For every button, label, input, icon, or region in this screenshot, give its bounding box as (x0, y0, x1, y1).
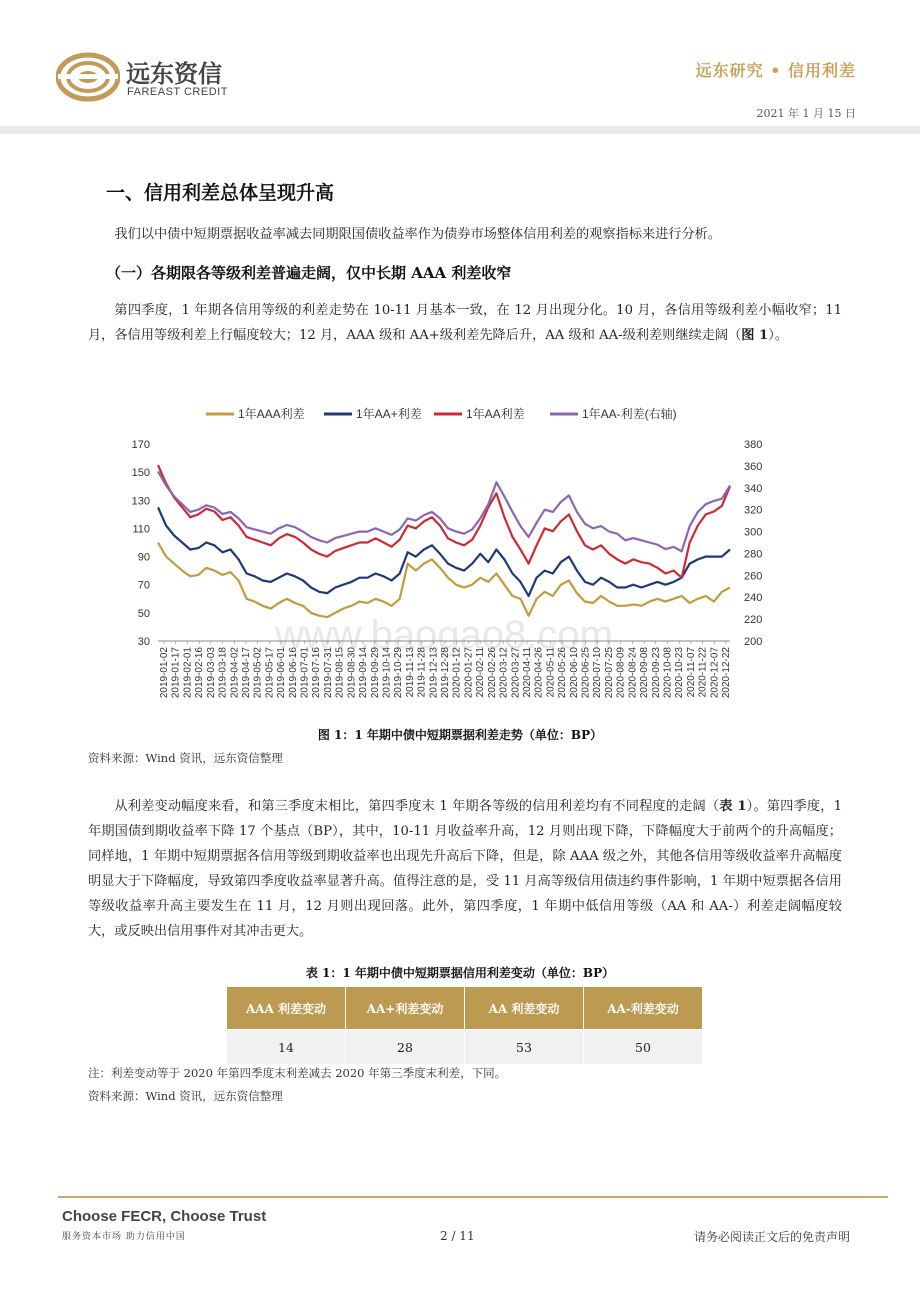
y-left-tick-label: 170 (131, 439, 150, 451)
x-tick-label: 2019-12-28 (440, 647, 451, 699)
y-left-tick-label: 110 (132, 523, 150, 536)
table-note: 注：利差变动等于 2020 年第四季度末利差减去 2020 年第三季度末利差，下同。 (88, 1066, 507, 1080)
table-source: 资料来源：Wind 资讯，远东资信整理 (88, 1089, 283, 1103)
x-tick-label: 2019-11-13 (404, 647, 416, 698)
series-line-1 (158, 507, 730, 596)
y-left-tick-label: 30 (137, 636, 150, 648)
table-header-cell: AA+利差变动 (346, 987, 465, 1030)
page-number: 2 / 11 (440, 1229, 475, 1243)
table-row (227, 1030, 703, 1065)
x-tick-label: 2020-05-11 (545, 647, 557, 698)
x-tick-label: 2020-09-08 (639, 647, 651, 699)
series-line-2 (158, 465, 730, 578)
x-tick-label: 2020-12-22 (721, 647, 732, 699)
paragraph-q4-trend (88, 298, 842, 348)
subsection-title: （一）各期限各等级利差普遍走阔，仅中长期 AAA 利差收窄 (106, 264, 512, 282)
y-left-tick-label: 90 (137, 551, 150, 564)
x-tick-label: 2020-10-23 (674, 647, 686, 699)
y-right-tick-label: 380 (744, 439, 763, 451)
brand-name-cn: 远东资信 (126, 60, 222, 88)
x-tick-label: 2020-06-10 (568, 647, 580, 699)
x-tick-label: 2019-07-01 (299, 647, 311, 699)
x-tick-label: 2020-04-11 (521, 647, 533, 698)
x-tick-label: 2020-01-27 (463, 647, 475, 699)
x-tick-label: 2019-10-29 (393, 647, 405, 699)
x-tick-label: 2019-11-28 (416, 647, 428, 698)
x-tick-label: 2019-01-17 (170, 647, 182, 699)
y-left-tick-label: 130 (131, 495, 150, 508)
y-right-tick-label: 340 (744, 482, 763, 495)
table-cell: 28 (346, 1030, 465, 1065)
y-right-tick-label: 300 (744, 526, 763, 539)
table-header-cell: AAA 利差变动 (227, 987, 346, 1030)
paragraph-spread-change (88, 794, 842, 944)
y-right-tick-label: 240 (744, 592, 763, 605)
paragraph-text: 第四季度，1 年期各信用等级的利差走势在 10-11 月基本一致，在 12 月出现分化。10 月，各信用等级利差小幅收窄；11 月，各信用等级利差上行幅度较大；12 月，AAA 级和 AA+级利差先降后升，AA 级和 AA-级利差则继续走阔（ (88, 303, 842, 343)
y-right-tick-label: 360 (744, 460, 763, 473)
x-tick-label: 2019-03-03 (205, 647, 217, 699)
y-left-tick-label: 150 (131, 467, 150, 480)
x-tick-label: 2020-05-26 (557, 647, 569, 699)
paragraph-text: 从利差变动幅度来看，和第三季度末相比，第四季度末 1 年期各等级的信用利差均有不同程度的走阔（ (114, 799, 720, 814)
watermark-text: www.baogao8.com (275, 613, 613, 657)
figure-source: 资料来源：Wind 资讯，远东资信整理 (88, 751, 283, 765)
x-tick-label: 2019-03-18 (217, 647, 229, 699)
x-tick-label: 2020-04-26 (533, 647, 545, 699)
y-right-tick-label: 200 (744, 636, 763, 648)
series-line-0 (158, 543, 730, 618)
footer-sub-slogan: 服务资本市场 助力信用中国 (62, 1232, 186, 1242)
y-left-tick-label: 50 (137, 607, 150, 620)
paragraph-end: ）。 (768, 328, 789, 343)
table-cell: 53 (465, 1030, 584, 1065)
x-tick-label: 2020-03-12 (498, 647, 510, 699)
x-tick-label: 2019-06-01 (276, 647, 288, 699)
section-title: 一、信用利差总体呈现升高 (106, 182, 335, 204)
series-line-3 (158, 471, 730, 551)
x-tick-label: 2020-08-09 (615, 647, 627, 699)
footer-slogan: Choose FECR, Choose Trust (62, 1208, 267, 1225)
figure-reference: 图 1 (741, 328, 769, 343)
y-right-tick-label: 260 (744, 570, 763, 583)
x-tick-label: 2019-09-29 (369, 647, 381, 699)
x-tick-label: 2019-04-17 (240, 647, 252, 699)
footer-divider (58, 1196, 888, 1198)
brand-name-en: FAREAST CREDIT (127, 86, 228, 98)
y-right-tick-label: 320 (744, 504, 763, 517)
x-tick-label: 2020-11-07 (685, 647, 697, 698)
table-cell: 50 (584, 1030, 703, 1065)
x-tick-label: 2019-07-31 (322, 647, 334, 699)
x-tick-label: 2019-10-14 (381, 647, 393, 699)
intro-paragraph: 我们以中债中短期票据收益率减去同期限国债收益率作为债券市场整体信用利差的观察指标来进行分析。 (114, 227, 722, 242)
x-tick-label: 2019-05-17 (264, 647, 276, 699)
y-left-tick-label: 70 (137, 579, 150, 592)
y-right-tick-label: 220 (744, 614, 763, 627)
x-tick-label: 2020-08-24 (627, 647, 639, 699)
x-tick-label: 2020-02-26 (486, 647, 498, 699)
x-tick-label: 2019-05-02 (252, 647, 264, 699)
table-header-row (227, 987, 703, 1030)
x-tick-label: 2020-02-11 (475, 647, 487, 698)
x-tick-label: 2020-10-08 (662, 647, 674, 699)
table-header-cell: AA 利差变动 (465, 987, 584, 1030)
legend-label: 1年AA+利差 (356, 407, 422, 421)
x-tick-label: 2020-12-07 (709, 647, 721, 699)
brand-logo (56, 52, 120, 102)
disclaimer-note: 请务必阅读正文后的免责声明 (693, 1230, 850, 1244)
x-tick-label: 2019-08-30 (346, 647, 358, 699)
table-reference: 表 1 (719, 799, 747, 814)
x-tick-label: 2019-09-14 (358, 647, 370, 699)
x-tick-label: 2020-09-23 (650, 647, 662, 699)
x-tick-label: 2019-01-02 (159, 647, 170, 699)
spread-line-chart (110, 398, 790, 718)
x-tick-label: 2019-04-02 (229, 647, 241, 699)
legend-label: 1年AA-利差(右轴) (582, 407, 677, 421)
x-tick-label: 2019-02-01 (182, 647, 194, 699)
x-tick-label: 2020-07-25 (603, 647, 615, 699)
fareast-logo-icon (56, 52, 120, 102)
table-caption: 表 1：1 年期中债中短期票据信用利差变动（单位：BP） (305, 966, 615, 980)
x-tick-label: 2020-01-12 (451, 647, 463, 699)
x-tick-label: 2020-03-27 (510, 647, 522, 699)
x-tick-label: 2019-02-16 (194, 647, 206, 699)
x-tick-label: 2019-12-13 (428, 647, 440, 699)
x-tick-label: 2019-06-16 (287, 647, 299, 699)
paragraph-text-rest: ）。第四季度，1 年期国债到期收益率下降 17 个基点（BP），其中，10-11 月收益率升高，12 月则出现下降，下降幅度大于前两个的升高幅度；同样地，1 年期中短期票据各信用等级到期收益率也出现先升高后下降，但是，除 AAA 级之外，其他各信用等级收益率升高幅度明显大于下降幅度，导致第四季度收益率显著升高。值得注意的是，受 11 月高等级信用债违约事件影响，1 年期中短票据各信用等级收益率升高主要发生在 11 月，12 月则出现回落。此外，第四季度，1 年期中低信用等级（AA 和 AA-）利差走阔幅度较大，或反映出信用事件对其冲击更大。 (88, 799, 842, 939)
table-cell: 14 (227, 1030, 346, 1065)
spread-change-table (227, 987, 703, 1064)
legend-label: 1年AAA利差 (238, 407, 305, 421)
table-header-cell: AA-利差变动 (584, 987, 703, 1030)
header-divider (0, 126, 920, 134)
x-tick-label: 2020-11-22 (697, 647, 709, 698)
x-tick-label: 2020-06-25 (580, 647, 592, 699)
y-right-tick-label: 280 (744, 548, 763, 561)
x-tick-label: 2019-08-15 (334, 647, 346, 699)
x-tick-label: 2019-07-16 (311, 647, 323, 699)
section-label: 远东研究 • 信用利差 (695, 61, 856, 80)
x-tick-label: 2020-07-10 (592, 647, 604, 699)
figure-caption: 图 1：1 年期中债中短期票据利差走势（单位：BP） (317, 728, 603, 742)
legend-label: 1年AA利差 (466, 407, 525, 421)
report-date: 2021 年 1 月 15 日 (756, 107, 856, 120)
